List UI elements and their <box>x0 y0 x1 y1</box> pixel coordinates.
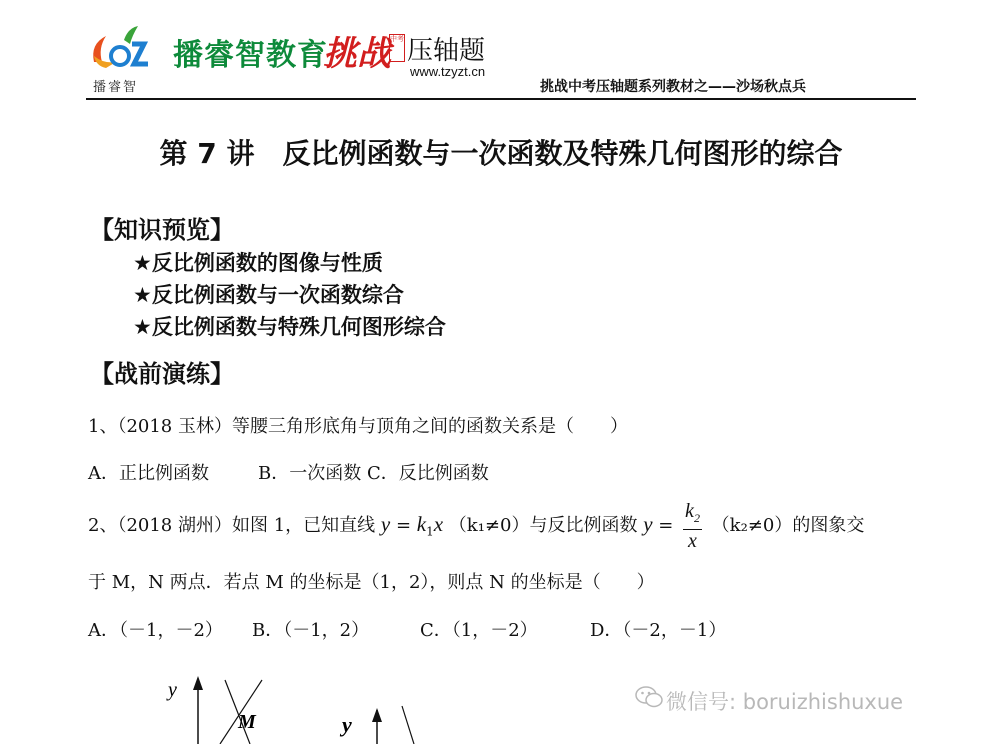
series-title: 挑战中考压轴题系列教材之——沙场秋点兵 <box>540 79 806 95</box>
knowledge-item: ★反比例函数与一次函数综合 <box>133 283 404 307</box>
header-rule <box>86 98 916 100</box>
wechat-watermark: 微信号: boruizhishuxue <box>666 690 904 714</box>
seal-stamp: 中考 <box>389 34 405 62</box>
question-1: 1、（2018 玉林）等腰三角形底角与顶角之间的函数关系是（ ） <box>88 416 628 437</box>
q2-eq1-k: k <box>416 512 427 536</box>
knowledge-item: ★反比例函数的图像与性质 <box>133 251 383 275</box>
q1-option-b: B．一次函数 C．反比例函数 <box>258 463 489 484</box>
question-2-line2: 于 M，N 两点．若点 M 的坐标是（1，2），则点 N 的坐标是（ ） <box>88 572 655 593</box>
page-title: 第 7 讲 反比例函数与一次函数及特殊几何图形的综合 <box>159 137 843 170</box>
site-url: www.tzyzt.cn <box>410 64 486 79</box>
q1-option-a: A．正比例函数 <box>88 463 209 484</box>
figure-label-m: M <box>238 711 256 733</box>
frac-den: x <box>688 530 697 552</box>
q2-eq2-y: y <box>643 512 653 536</box>
brand-name: 播睿智教育 <box>173 38 328 73</box>
q2-fraction <box>683 500 702 552</box>
frac-num-sub: 2 <box>693 511 700 525</box>
frac-num: k <box>685 500 694 522</box>
challenge-logo: 挑战 <box>323 34 391 74</box>
question-2-line1 <box>88 500 864 555</box>
knowledge-heading: 【知识预览】 <box>90 216 234 244</box>
logo-caption: 播睿智 <box>93 80 139 95</box>
wechat-icon <box>634 684 664 710</box>
q2-eq1-eq: = <box>390 515 417 536</box>
q2-eq1-x: x <box>433 512 444 536</box>
q2-option-c: C．（1，－2） <box>420 620 538 641</box>
q2-option-d: D．（－2，－1） <box>590 620 727 641</box>
q2-eq2-eq: = <box>652 515 680 536</box>
q2-option-b: B．（－1，2） <box>252 620 370 641</box>
figure-label-y1: y <box>168 679 177 701</box>
q2-eq1-sub: 1 <box>426 524 434 539</box>
figure-1-graphs <box>150 668 440 744</box>
figure-label-y2: y <box>342 712 352 737</box>
q2-eq1-y: y <box>380 512 391 536</box>
q2-option-a: A．（－1，－2） <box>88 620 223 641</box>
q2-cond-2: （k₂≠0）的图象交 <box>711 515 865 536</box>
logo-icon <box>86 22 158 84</box>
q2-text-1: 2、（2018 湖州）如图 1，已知直线 <box>88 515 376 536</box>
press-title: 压轴题 <box>407 36 486 66</box>
practice-heading: 【战前演练】 <box>90 360 234 388</box>
knowledge-item: ★反比例函数与特殊几何图形综合 <box>133 315 446 339</box>
q2-cond-1: （k₁≠0）与反比例函数 <box>448 515 638 536</box>
